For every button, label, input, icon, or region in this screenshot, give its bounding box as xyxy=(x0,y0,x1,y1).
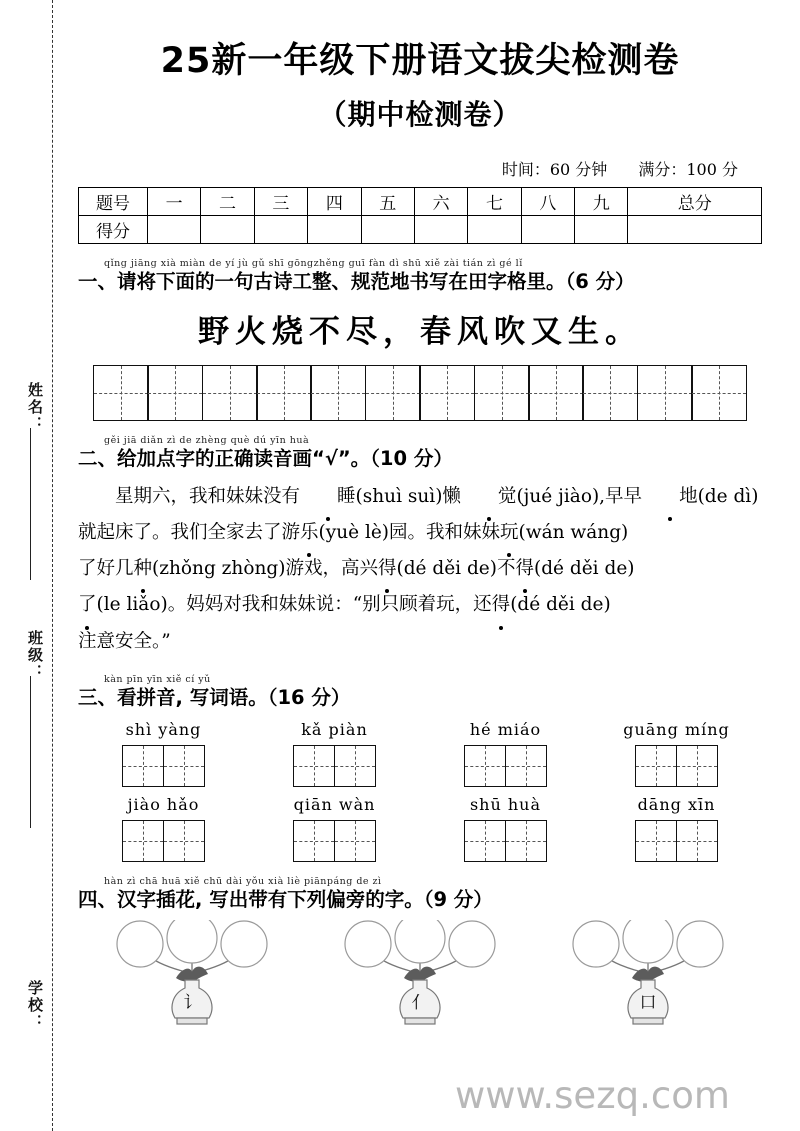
tianzige-cell[interactable] xyxy=(293,745,335,787)
score-col-2: 二 xyxy=(201,187,254,215)
score-table-header-points: 得分 xyxy=(79,215,148,243)
score-input-8[interactable] xyxy=(521,215,574,243)
tianzige-cell[interactable] xyxy=(147,365,203,421)
question-1-pinyin: qǐng jiāng xià miàn de yí jù gǔ shī gōngzhěng guī fàn dì shū xiě zài tián zì gé lǐ xyxy=(104,257,523,269)
radical-vase-row[interactable] xyxy=(78,920,762,1032)
answer-circle[interactable] xyxy=(449,921,495,967)
tianzige-cell[interactable] xyxy=(93,365,149,421)
pinyin-label-row xyxy=(78,795,762,814)
tianzige-cell[interactable] xyxy=(163,745,205,787)
score-col-9: 九 xyxy=(575,187,628,215)
tianzige-cell[interactable] xyxy=(202,365,258,421)
pinyin-word-label: dāng xīn xyxy=(637,794,716,814)
emphasis-char[interactable]: 种 xyxy=(134,551,153,587)
question-1-title: 一、请将下面的一句古诗工整、规范地书写在田字格里。（6 分） xyxy=(78,269,635,293)
word-answer-row xyxy=(78,745,762,787)
tianzige-cell[interactable] xyxy=(365,365,421,421)
emphasis-char[interactable]: 得 xyxy=(492,587,511,623)
pinyin-word-label: kǎ piàn xyxy=(301,719,368,739)
question-3-pinyin: kàn pīn yīn xiě cí yǔ xyxy=(104,673,211,685)
answer-circle[interactable] xyxy=(167,920,217,963)
poem-writing-grid[interactable] xyxy=(78,365,762,421)
tianzige-cell[interactable] xyxy=(635,745,677,787)
score-table-header-question: 题号 xyxy=(79,187,148,215)
emphasis-char[interactable]: 得 xyxy=(378,551,397,587)
score-col-8: 八 xyxy=(521,187,574,215)
pinyin-word-label: qiān wàn xyxy=(293,794,376,814)
answer-margin-strip xyxy=(0,0,62,1131)
page-title: 25新一年级下册语文拔尖检测卷 xyxy=(160,41,680,81)
emphasis-char[interactable]: 地 xyxy=(642,479,698,515)
class-write-line[interactable] xyxy=(30,676,31,828)
score-input-7[interactable] xyxy=(468,215,521,243)
vase-base xyxy=(405,1018,435,1024)
score-input-3[interactable] xyxy=(254,215,307,243)
radical-glyph: 亻 xyxy=(411,993,429,1014)
score-input-4[interactable] xyxy=(308,215,361,243)
score-input-9[interactable] xyxy=(575,215,628,243)
word-answer-cell[interactable] xyxy=(420,745,591,787)
site-watermark: www.sezq.com xyxy=(455,1074,730,1117)
tianzige-cell[interactable] xyxy=(676,745,718,787)
score-input-2[interactable] xyxy=(201,215,254,243)
radical-vase xyxy=(87,920,297,1032)
tianzige-cell[interactable] xyxy=(474,365,530,421)
pinyin-word-label: guāng míng xyxy=(623,719,730,739)
answer-circle[interactable] xyxy=(677,921,723,967)
tianzige-cell[interactable] xyxy=(505,745,547,787)
word-answer-cell[interactable] xyxy=(249,745,420,787)
score-input-total[interactable] xyxy=(628,215,762,243)
fold-dashed-line xyxy=(52,0,53,1131)
tianzige-cell[interactable] xyxy=(293,820,335,862)
name-write-line[interactable] xyxy=(30,428,31,580)
tianzige-cell[interactable] xyxy=(528,365,584,421)
radical-glyph: 讠 xyxy=(183,993,201,1014)
question-2-pinyin: gěi jiā diǎn zì de zhèng què dú yīn huà xyxy=(104,434,310,446)
name-field-label: 姓名： xyxy=(26,382,44,433)
emphasis-char[interactable]: 玩 xyxy=(500,515,519,551)
word-answer-cell[interactable] xyxy=(591,820,762,862)
tianzige-cell[interactable] xyxy=(676,820,718,862)
question-3 xyxy=(78,674,762,862)
time-limit-label: 时间：60 分钟 xyxy=(501,159,608,179)
pinyin-label-row xyxy=(78,720,762,739)
table-row xyxy=(79,215,762,243)
emphasis-char[interactable]: 觉 xyxy=(461,479,517,515)
word-answer-cell[interactable] xyxy=(249,820,420,862)
tianzige-cell[interactable] xyxy=(635,820,677,862)
pinyin-word-label: hé miáo xyxy=(469,719,542,739)
page-subtitle: （期中检测卷） xyxy=(318,97,522,131)
tianzige-cell[interactable] xyxy=(464,745,506,787)
question-3-title: 三、看拼音, 写词语。（16 分） xyxy=(78,685,351,709)
exam-page xyxy=(62,0,800,1131)
word-answer-row xyxy=(78,820,762,862)
passage-line: 了好几种(zhǒng zhòng)游戏，高兴得(dé děi de)不得(dé děi de) xyxy=(78,551,762,587)
radical-vase xyxy=(543,920,753,1032)
passage-line: 星期六，我和妹妹没有 睡(shuì suì)懒 觉(jué jiào),早早 地(de dì) xyxy=(78,479,762,515)
passage-line: 注意安全。” xyxy=(78,630,171,652)
tianzige-cell[interactable] xyxy=(637,365,693,421)
tianzige-cell[interactable] xyxy=(122,745,164,787)
score-input-5[interactable] xyxy=(361,215,414,243)
question-1 xyxy=(78,258,762,421)
pinyin-word-label: jiào hǎo xyxy=(127,794,200,814)
emphasis-char[interactable]: 了 xyxy=(78,587,97,623)
word-answer-cell[interactable] xyxy=(78,745,249,787)
word-answer-cell[interactable] xyxy=(78,820,249,862)
poem-text: 野火烧不尽，春风吹又生。 xyxy=(198,313,642,350)
pinyin-word-label: shì yàng xyxy=(125,719,202,739)
score-col-4: 四 xyxy=(308,187,361,215)
answer-circle[interactable] xyxy=(221,921,267,967)
word-answer-cell[interactable] xyxy=(591,745,762,787)
vase-base xyxy=(633,1018,663,1024)
question-2-title: 二、给加点字的正确读音画“√”。（10 分） xyxy=(78,446,453,470)
score-col-5: 五 xyxy=(361,187,414,215)
exam-meta xyxy=(78,157,762,180)
tianzige-cell[interactable] xyxy=(582,365,638,421)
answer-circle[interactable] xyxy=(573,921,619,967)
score-col-1: 一 xyxy=(147,187,200,215)
pinyin-word-label: shū huà xyxy=(469,794,542,814)
answer-circle[interactable] xyxy=(117,921,163,967)
radical-glyph: 口 xyxy=(639,993,657,1014)
score-table xyxy=(78,187,762,244)
table-row xyxy=(79,187,762,215)
tianzige-cell[interactable] xyxy=(464,820,506,862)
answer-circle[interactable] xyxy=(395,920,445,963)
score-input-6[interactable] xyxy=(414,215,467,243)
answer-circle[interactable] xyxy=(345,921,391,967)
class-field-label: 班级： xyxy=(26,630,44,681)
question-4 xyxy=(78,876,762,1032)
school-field-label: 学校： xyxy=(26,980,44,1031)
word-answer-cell[interactable] xyxy=(420,820,591,862)
score-col-total: 总分 xyxy=(628,187,762,215)
tianzige-cell[interactable] xyxy=(256,365,312,421)
radical-vase xyxy=(315,920,525,1032)
emphasis-char[interactable]: 乐 xyxy=(300,515,319,551)
tianzige-cell[interactable] xyxy=(310,365,366,421)
question-4-pinyin: hàn zì chā huā xiě chū dài yǒu xià liè piānpáng de zì xyxy=(104,875,382,887)
tianzige-cell[interactable] xyxy=(334,820,376,862)
tianzige-cell[interactable] xyxy=(163,820,205,862)
reading-passage[interactable] xyxy=(78,479,762,659)
full-score-label: 满分：100 分 xyxy=(638,159,738,179)
emphasis-char[interactable]: 睡 xyxy=(300,479,356,515)
vase-base xyxy=(177,1018,207,1024)
question-2 xyxy=(78,435,762,660)
score-col-7: 七 xyxy=(468,187,521,215)
tianzige-cell[interactable] xyxy=(334,745,376,787)
tianzige-cell[interactable] xyxy=(122,820,164,862)
passage-line: 就起床了。我们全家去了游乐(yuè lè)园。我和妹妹玩(wán wáng) xyxy=(78,515,762,551)
passage-line: 了(le liǎo)。妈妈对我和妹妹说：“别只顾着玩，还得(dé děi de) xyxy=(78,587,762,623)
pinyin-word-grid[interactable] xyxy=(78,720,762,862)
score-col-3: 三 xyxy=(254,187,307,215)
answer-circle[interactable] xyxy=(623,920,673,963)
emphasis-char[interactable]: 得 xyxy=(515,551,534,587)
tianzige-cell[interactable] xyxy=(691,365,747,421)
score-input-1[interactable] xyxy=(147,215,200,243)
tianzige-cell[interactable] xyxy=(419,365,475,421)
score-col-6: 六 xyxy=(414,187,467,215)
tianzige-cell[interactable] xyxy=(505,820,547,862)
question-4-title: 四、汉字插花, 写出带有下列偏旁的字。（9 分） xyxy=(78,887,493,911)
